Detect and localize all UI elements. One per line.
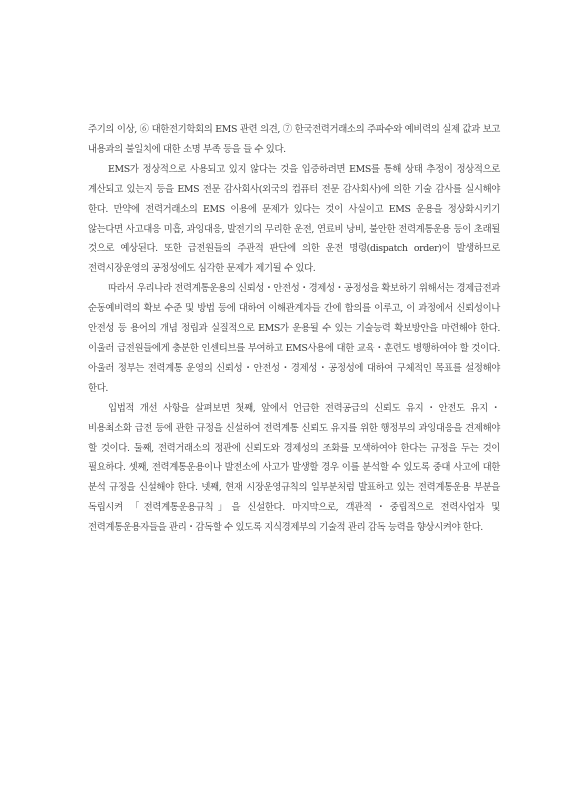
paragraph: 주기의 이상, ⑥ 대한전기학회의 EMS 관련 의견, ⑦ 한국전력거래소의 주파수와 예비력의 실제 값과 보고 내용과의 불일치에 대한 소명 부족 등을 들 수 있다. (88, 124, 500, 155)
paragraph: EMS가 정상적으로 사용되고 있지 않다는 것을 입증하려면 EMS를 통해 상태 추정이 정상적으로 계산되고 있는지 등을 EMS 전문 감사회사(외국의 컴퓨터 전문 감사회사)에 의한 기술 감사를 실시해야 한다. 만약에 전력거래소의 EMS 이용에 문제가 있다는 것이 사실이고 EMS 운용을 정상화시키기 않는다면 사고대응 미흡, 과잉대응, 발전기의 무리한 운전, 연료비 낭비, 불안한 전력계통운용 등이 초래될 것으로 예상된다. 또한 급전원들의 주관적 판단에 의한 운전 명령(dispatch order)이 발생하므로 전력시장운영의 공정성에도 심각한 문제가 제기될 수 있다. (88, 163, 500, 275)
document-body (88, 120, 500, 538)
paragraph: 입법적 개선 사항을 살펴보면 첫째, 앞에서 언급한 전력공급의 신뢰도 유지・안전도 유지・비용최소화 급전 등에 관한 규정을 신설하여 전력계통 신뢰도 유지를 위한 행정부의 과잉대응을 견제해야 할 것이다. 둘째, 전력거래소의 정관에 신뢰도와 경제성의 조화를 모색하여야 한다는 규정을 두는 것이 필요하다. 셋째, 전력계통운용이나 발전소에 사고가 발생할 경우 이를 분석할 수 있도록 중대 사고에 대한 분석 규정을 신설해야 한다. 넷째, 현재 시장운영규칙의 일부분처럼 발표하고 있는 전력계통운용 부분을 독립시켜 「전력계통운용규칙」을 신설한다. 마지막으로, 객관적・중립적으로 전력사업자 및 전력계통운용자들을 관리・감독할 수 있도록 지식경제부의 기술적 관리 감독 능력을 향상시켜야 한다. (88, 402, 500, 534)
paragraph: 따라서 우리나라 전력계통운용의 신뢰성・안전성・경제성・공정성을 확보하기 위해서는 경제급전과 순동예비력의 확보 수준 및 방법 등에 대하여 이해관계자들 간에 합의를 이루고, 이 과정에서 신뢰성이나 안전성 등 용어의 개념 정립과 실질적으로 EMS가 운용될 수 있는 기술능력 확보방안을 마련해야 한다. 이울러 급전원들에게 충분한 인센티브를 부여하고 EMS사용에 대한 교육・훈련도 병행하여야 할 것이다. 아울러 정부는 전력계통 운영의 신뢰성・안전성・경제성・공정성에 대하여 구체적인 목표를 설정해야 한다. (88, 283, 500, 394)
